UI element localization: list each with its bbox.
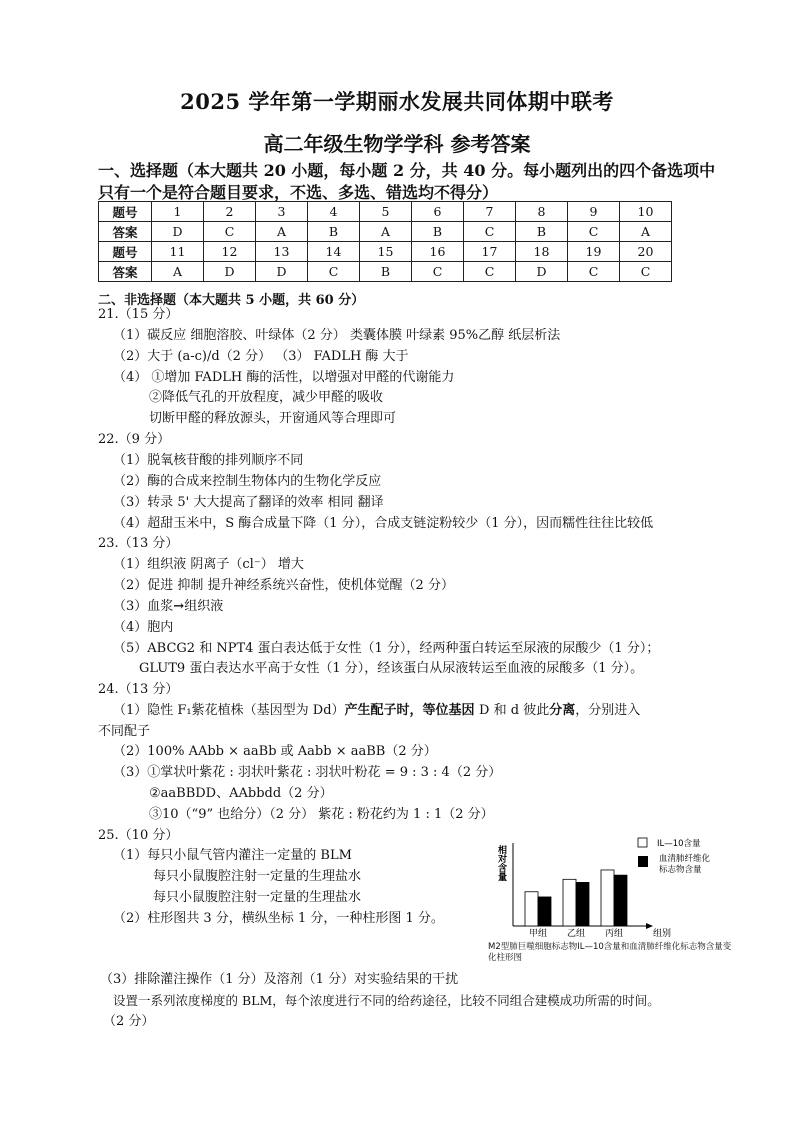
exam-title: 2025 学年第一学期丽水发展共同体期中联考 [180,89,614,114]
bar-fibrosis-1 [576,882,589,926]
table-cell: 17 [464,242,516,262]
q25-line: 设置一系列浓度梯度的 BLM，每个浓度进行不同的给药途径，比较不同组合建模成功所需的时间。 [113,993,660,1008]
q23-heading: 23.（13 分） [98,536,179,551]
table-cell: D [256,262,308,282]
q25-line: （2）柱形图共 3 分，横纵坐标 1 分，一种柱形图 1 分。 [113,911,444,926]
table-cell: 11 [152,242,204,262]
q23-line: GLUT9 蛋白表达水平高于女性（1 分），经该蛋白从尿液转运至血液的尿酸多（1 分）。 [139,661,644,676]
row-label: 答案 [99,262,152,282]
q25-heading: 25.（10 分） [98,828,179,843]
table-cell: B [412,222,464,242]
row-label: 题号 [99,202,152,222]
x-tick-label: 乙组 [566,929,586,939]
q24-line: ②aaBBDD、AAbbdd（2 分） [149,786,333,801]
q23-text: （3）血浆 [113,599,174,614]
table-cell: 1 [152,202,204,222]
q25-line: 每只小鼠腹腔注射一定量的生理盐水 [153,890,362,905]
table-cell: 6 [412,202,464,222]
q24-line: （2）100% AAbb × aaBb 或 Aabb × aaBB（2 分） [113,744,437,759]
table-cell: C [308,262,360,282]
q21-heading: 21.（15 分） [98,307,179,322]
table-row [99,222,672,242]
q24-line: ③10（“9” 也给分）（2 分） 紫花 : 粉花约为 1 : 1（2 分） [149,807,494,822]
q23-line: （4）胞内 [113,620,174,635]
table-cell: 16 [412,242,464,262]
q22-line: （3）转录 5' 大大提高了翻译的效率 相同 翻译 [113,495,384,510]
table-cell: A [360,222,412,242]
table-cell: D [516,262,568,282]
q21-line: （4） ①增加 FADLH 酶的活性，以增强对甲醛的代谢能力 [113,370,455,385]
section1-heading [98,160,715,204]
table-cell: 2 [204,202,256,222]
table-cell: 8 [516,202,568,222]
q23-line: （2）促进 抑制 提升神经系统兴奋性，使机体觉醒（2 分） [113,578,454,593]
table-cell: C [568,222,620,242]
table-cell: 9 [568,202,620,222]
bar-il10-1 [563,879,576,926]
bar-chart [483,833,743,958]
table-cell: 4 [308,202,360,222]
y-axis-label: 相对含量 [496,845,506,881]
table-cell: 12 [204,242,256,262]
legend-swatch-fibrosis [638,856,648,867]
q21-line: 切断甲醛的释放源头，开窗通风等合理即可 [149,411,397,426]
table-cell: 7 [464,202,516,222]
table-cell: C [412,262,464,282]
table-cell: B [360,262,412,282]
table-cell: C [620,262,672,282]
table-cell: C [568,262,620,282]
q25-line: （1）每只小鼠气管内灌注一定量的 BLM [113,848,352,863]
q24-text: ，分别进入 [575,703,641,718]
table-cell: B [516,222,568,242]
table-cell: A [620,222,672,242]
q23-text: 组织液 [184,599,224,614]
x-tick-label: 丙组 [604,929,624,939]
q24-text: （1）隐性 F₁紫花植株（基因型为 Dd） [113,703,345,718]
q22-line: （1）脱氧核苷酸的排列顺序不同 [113,453,304,468]
q25-line: 每只小鼠腹腔注射一定量的生理盐水 [153,869,362,884]
table-cell: D [152,222,204,242]
table-cell: C [204,222,256,242]
q21-line: （2）大于 (a-c)/d（2 分） （3） FADLH 酶 大于 [113,349,409,364]
q25-line: （3）排除灌注操作（1 分）及溶剂（1 分）对实验结果的干扰 [100,972,459,987]
q23-line [113,598,223,616]
q24-line: 不同配子 [98,724,151,739]
table-cell: 3 [256,202,308,222]
bar-il10-0 [525,892,538,926]
table-cell: 14 [308,242,360,262]
table-cell: 10 [620,202,672,222]
table-cell: 13 [256,242,308,262]
table-cell: 15 [360,242,412,262]
table-cell: 19 [568,242,620,262]
table-cell: D [204,262,256,282]
table-row [99,202,672,222]
q21-line: （1）碳反应 细胞溶胶、叶绿体（2 分） 类囊体膜 叶绿素 95%乙醇 纸层析法 [113,328,561,343]
x-axis-label: 组别 [653,929,672,939]
bar-il10-2 [601,870,614,926]
table-row [99,262,672,282]
q24-heading: 24.（13 分） [98,682,179,697]
table-cell: C [464,262,516,282]
table-cell: A [256,222,308,242]
q24-line [113,702,640,720]
q22-heading: 22.（9 分） [98,432,171,447]
q22-line: （4）超甜玉米中，S 酶合成量下降（1 分），合成支链淀粉较少（1 分），因而糯性往往比较低 [113,516,654,531]
x-tick-label: 甲组 [528,929,548,939]
arrow-right-icon: → [173,599,185,614]
q24-line: （3）①掌状叶紫花 : 羽状叶紫花 : 羽状叶粉花 = 9 : 3 : 4（2 分） [113,765,502,780]
table-cell: 18 [516,242,568,262]
section1-line2: 只有一个是符合题目要求，不选、多选、错选均不得分） [98,183,499,202]
q24-text: D 和 d 彼此 [479,703,550,718]
table-cell: C [464,222,516,242]
legend-il10: IL—10含量 [657,839,701,849]
q25-line: （2 分） [103,1014,155,1029]
q23-line: （1）组织液 阴离子（cl⁻） 增大 [113,557,304,572]
q23-line: （5）ABCG2 和 NPT4 蛋白表达低于女性（1 分），经两种蛋白转运至尿液的尿酸少（1 分）； [113,641,660,656]
q24-bold-text: 分离 [549,703,576,718]
bar-fibrosis-2 [614,875,627,926]
legend-swatch-il10 [638,838,647,847]
answer-key-subtitle: 高二年级生物学学科 参考答案 [263,132,531,156]
table-cell: A [152,262,204,282]
table-cell: B [308,222,360,242]
section2-heading: 二、非选择题（本大题共 5 小题，共 60 分） [98,293,365,308]
table-cell: 20 [620,242,672,262]
row-label: 答案 [99,222,152,242]
chart-caption: M2型肺巨噬细胞标志物IL—10含量和血清肺纤维化标志物含量变化柱形图 [488,942,732,963]
q21-line: ②降低气孔的开放程度，减少甲醛的吸收 [149,390,384,405]
bar-fibrosis-0 [538,897,551,926]
x-axis-arrow-icon [646,923,653,929]
answer-table [98,201,672,282]
table-row [99,242,672,262]
q24-bold-text: 产生配子时，等位基因 [344,703,480,718]
legend-fibrosis: 血清肺纤维化 标志物含量 [659,854,711,875]
table-cell: 5 [360,202,412,222]
section1-line1: 一、选择题（本大题共 20 小题，每小题 2 分，共 40 分。每小题列出的四个备选项中 [98,161,716,180]
row-label: 题号 [99,242,152,262]
q22-line: （2）酶的合成来控制生物体内的生物化学反应 [113,474,382,489]
